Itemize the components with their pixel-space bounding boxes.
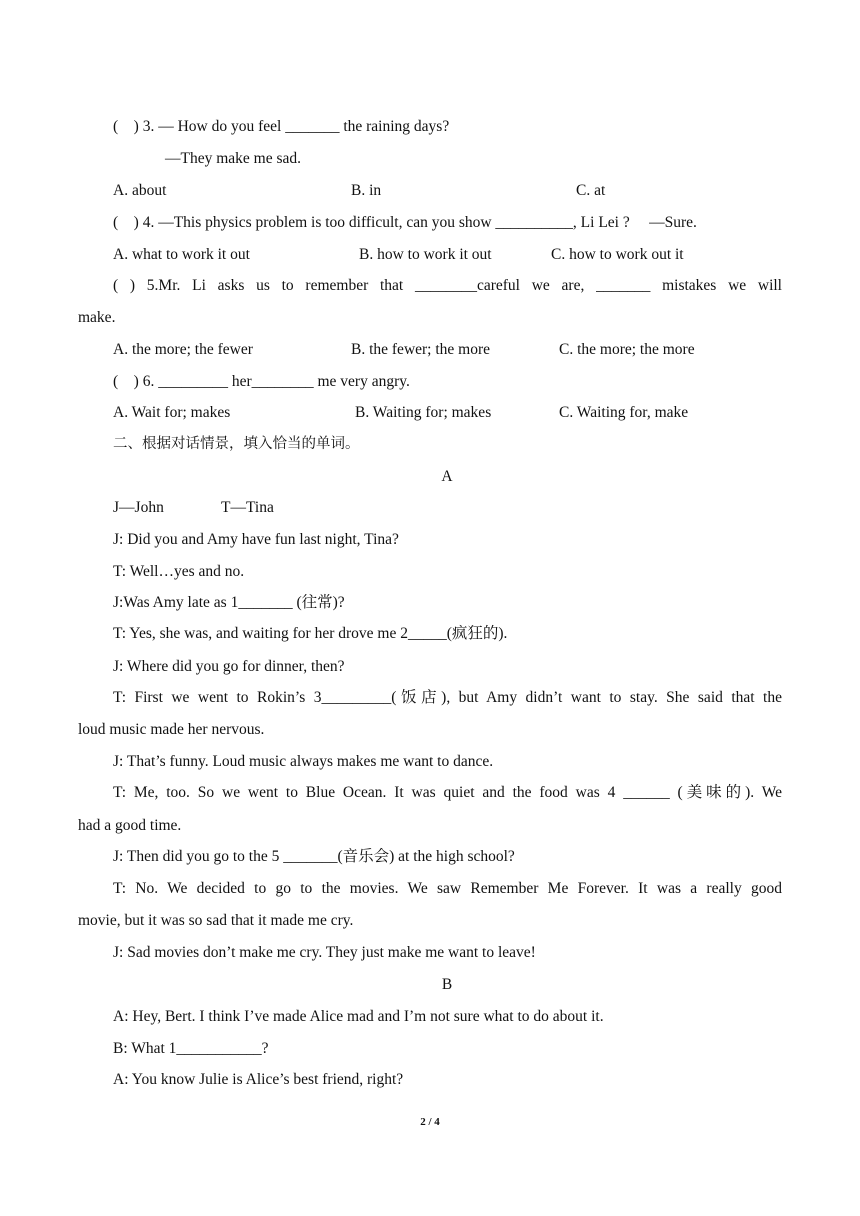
dialogue-line: T: No. We decided to go to the movies. We saw Remember Me Forever. It was a really good (113, 880, 782, 897)
option-b: B. in (351, 182, 382, 199)
part-heading: A (441, 468, 453, 485)
option-b: B. the fewer; the more (351, 341, 491, 358)
section-heading: 二、根据对话情景，填入恰当的单词。 (113, 436, 360, 452)
option-a: A. the more; the fewer (113, 341, 253, 358)
dialogue-line: J: Where did you go for dinner, then? (113, 658, 345, 675)
question-line: ( ) 5.Mr. Li asks us to remember that ________careful we are, _______ mistakes we will (113, 277, 782, 294)
option-b: B. how to work it out (359, 246, 492, 263)
option-c: C. how to work out it (551, 246, 684, 263)
dialogue-line: J: That’s funny. Loud music always makes me want to dance. (113, 753, 494, 770)
dialogue-line: T: First we went to Rokin’s 3_________(饭店), but Amy didn’t want to stay. She said that the (113, 689, 782, 706)
question-line: ( ) 4. —This physics problem is too difficult, can you show __________, Li Lei ? —Sure. (113, 214, 697, 231)
dialogue-line: J:Was Amy late as 1_______ (往常)? (113, 594, 345, 611)
option-a: A. about (113, 182, 167, 199)
dialogue-line: T: Yes, she was, and waiting for her drove me 2_____(疯狂的). (113, 625, 508, 642)
option-c: C. the more; the more (559, 341, 695, 358)
dialogue-line: J: Sad movies don’t make me cry. They just make me want to leave! (113, 944, 536, 961)
dialogue-line: T: Me, too. So we went to Blue Ocean. It was quiet and the food was 4 ______ (美味的). We (113, 784, 782, 801)
speaker-tina: T—Tina (221, 499, 274, 516)
option-c: C. Waiting for, make (559, 404, 689, 421)
question-line: ( ) 6. _________ her________ me very angry. (113, 373, 410, 390)
question-line: ( ) 3. — How do you feel _______ the raining days? (113, 118, 450, 135)
dialogue-line-continued: loud music made her nervous. (78, 721, 265, 738)
dialogue-line: J: Did you and Amy have fun last night, Tina? (113, 531, 399, 548)
speaker-john: J—John (113, 499, 164, 516)
option-c: C. at (576, 182, 606, 199)
option-a: A. Wait for; makes (113, 404, 231, 421)
dialogue-line: A: Hey, Bert. I think I’ve made Alice mad and I’m not sure what to do about it. (113, 1008, 604, 1025)
question-line-continued: make. (78, 309, 116, 326)
dialogue-line: J: Then did you go to the 5 _______(音乐会) at the high school? (113, 848, 515, 865)
option-b: B. Waiting for; makes (355, 404, 492, 421)
option-a: A. what to work it out (113, 246, 250, 263)
part-heading: B (441, 976, 453, 993)
dialogue-line: T: Well…yes and no. (113, 563, 245, 580)
reply-line: —They make me sad. (165, 150, 302, 167)
dialogue-line: B: What 1___________? (113, 1040, 269, 1057)
page-number: 2 / 4 (420, 1116, 440, 1128)
dialogue-line-continued: movie, but it was so sad that it made me cry. (78, 912, 354, 929)
dialogue-line-continued: had a good time. (78, 817, 182, 834)
dialogue-line: A: You know Julie is Alice’s best friend, right? (113, 1071, 404, 1088)
